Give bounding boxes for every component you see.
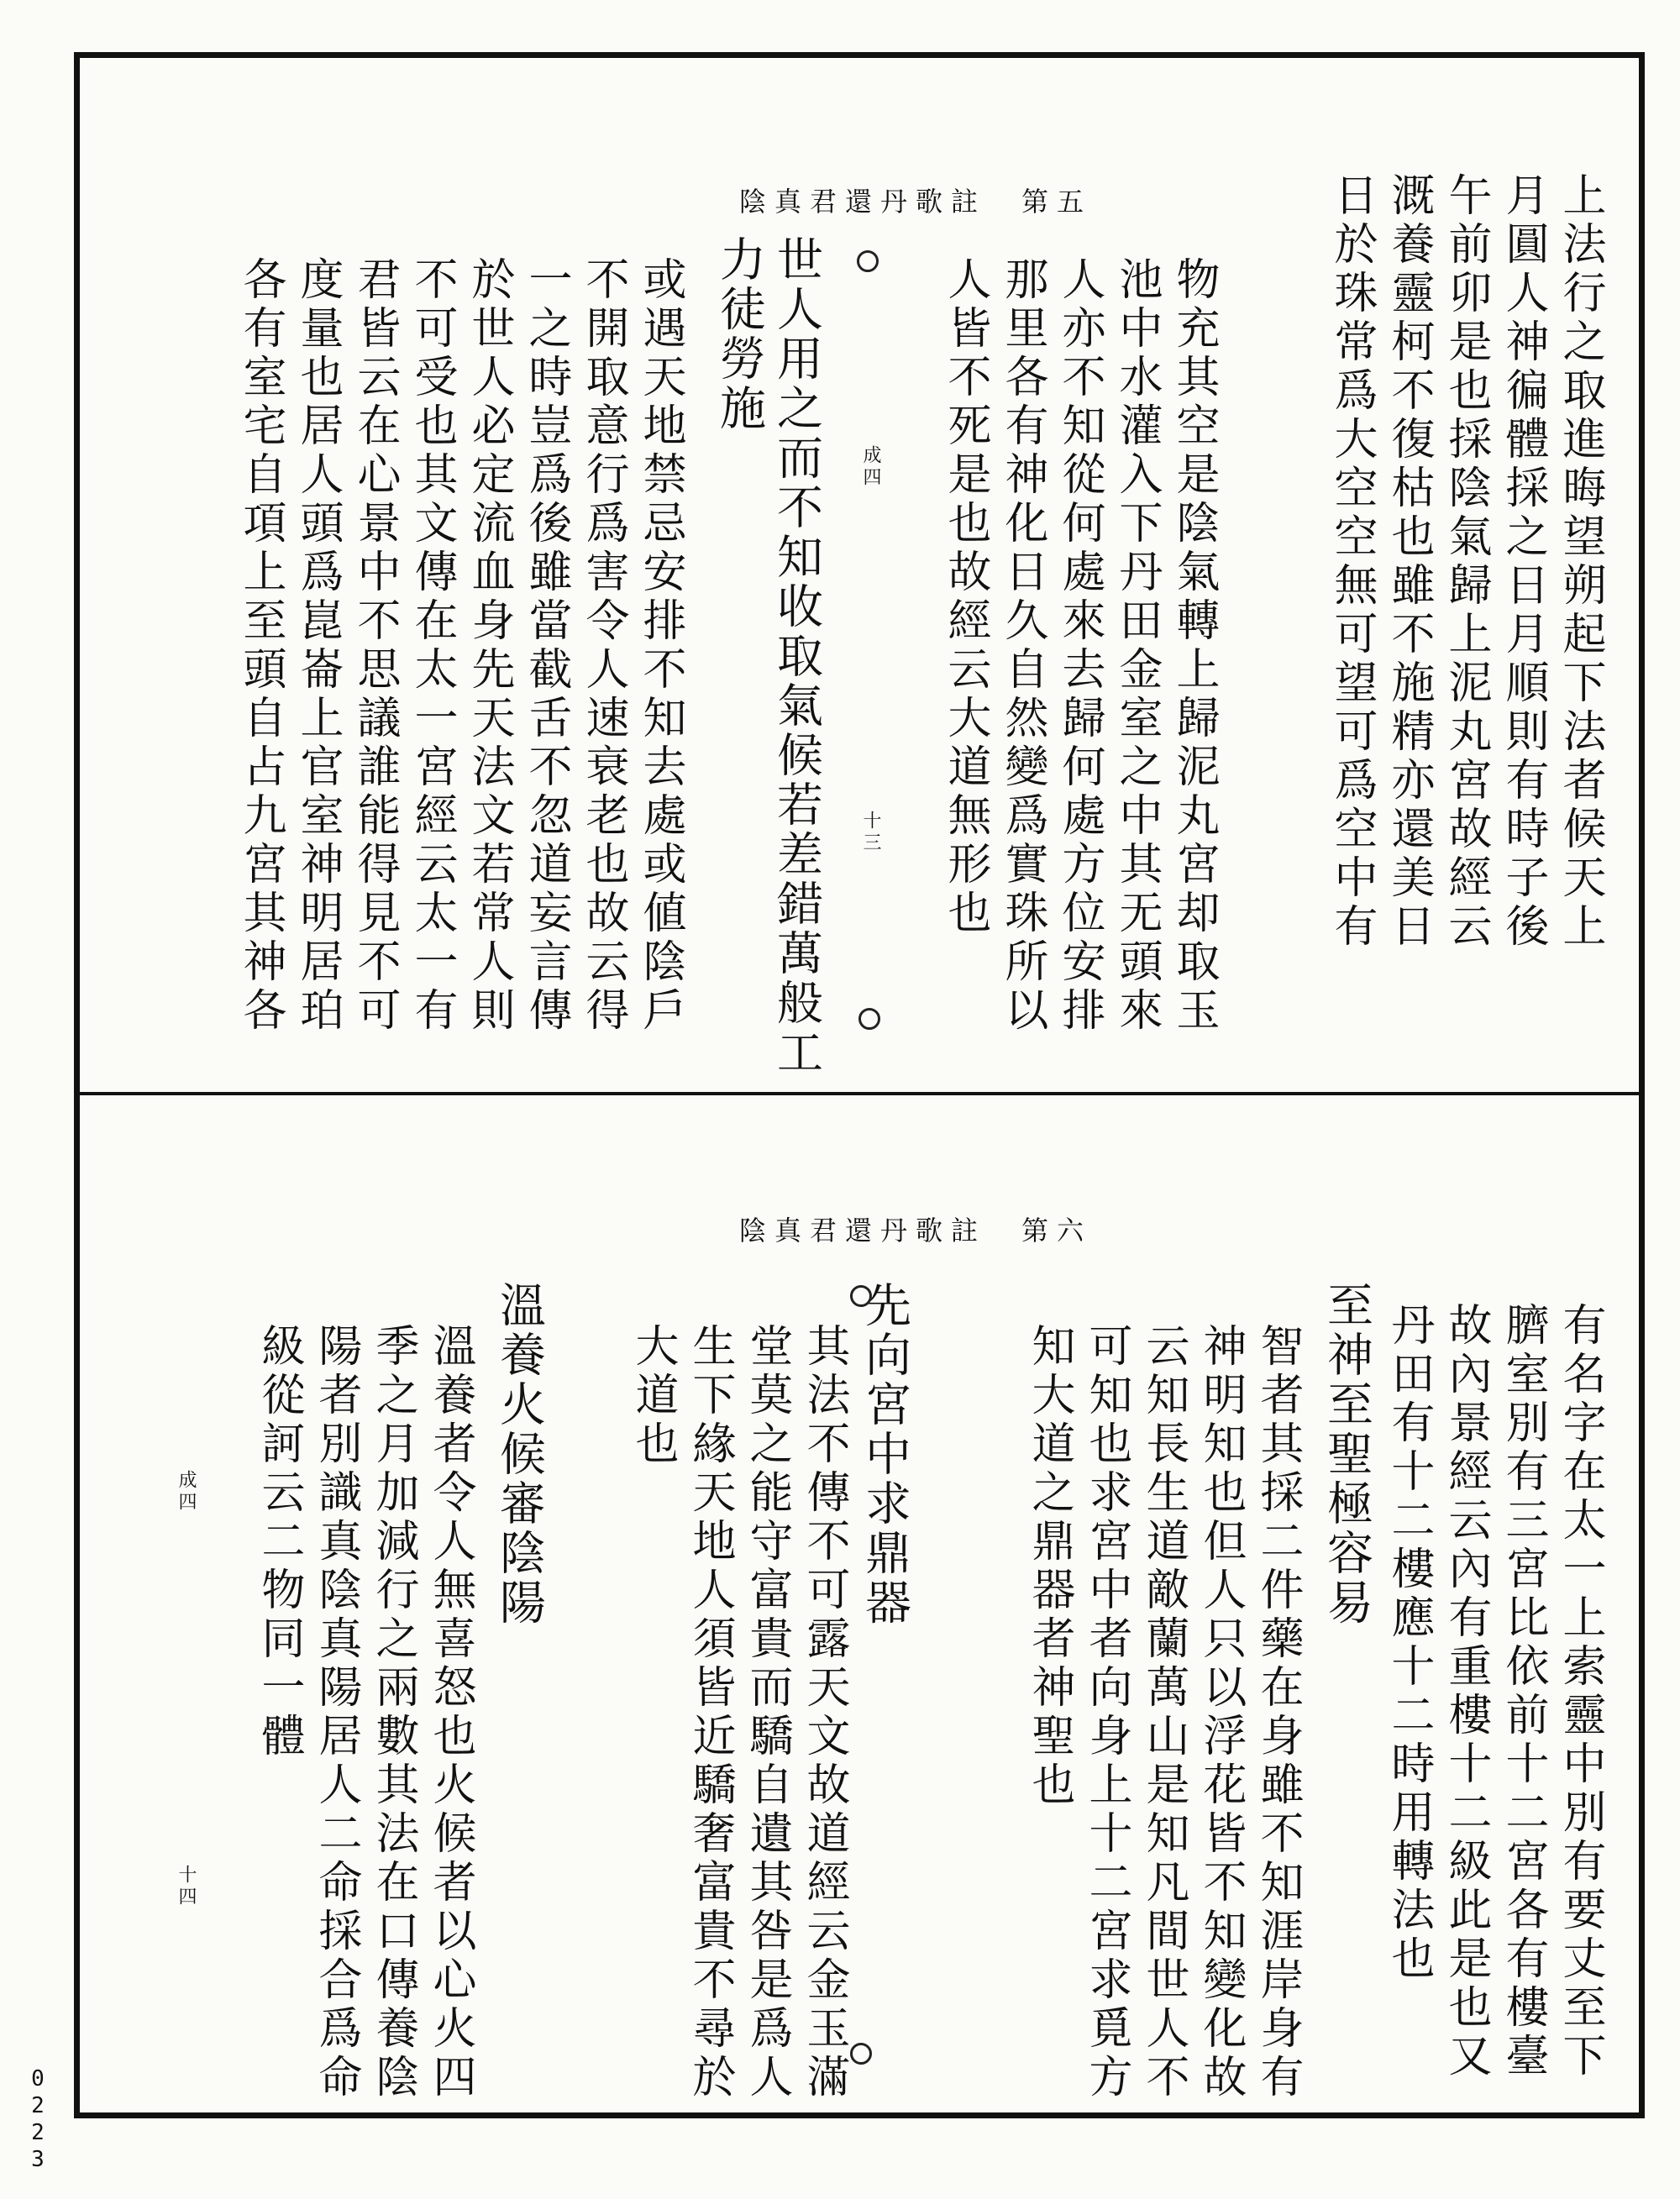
text-column: 君皆云在心景中不思議誰能得見不可 xyxy=(349,256,400,1036)
verse-heading: 至神至聖極容易 xyxy=(1320,1281,1373,1628)
top-panel xyxy=(101,172,1613,1078)
verse-heading: 力徒勞施 xyxy=(712,235,766,433)
text-column: 日於珠常爲大空空無可望可爲空中有 xyxy=(1326,172,1377,952)
text-column: 物充其空是陰氣轉上歸泥丸宮却取玉 xyxy=(1168,256,1219,1036)
verse-heading: 世人用之而不知收取氣候若差錯萬般工 xyxy=(769,235,823,1078)
text-column: 人皆不死是也故經云大道無形也 xyxy=(940,256,990,938)
text-column: 丹田有十二樓應十二時用轉法也 xyxy=(1383,1302,1434,1984)
bottom-panel xyxy=(101,1210,1613,2100)
text-column: 季之月加減行之兩數其法在口傳養陰 xyxy=(368,1323,418,2102)
text-column: 那里各有神化日久自然變爲實珠所以 xyxy=(997,256,1047,1036)
margin-note: 成四 xyxy=(860,445,881,489)
text-column: 其法不傳不可露天文故道經云金玉滿 xyxy=(799,1323,849,2102)
text-column: 大道也 xyxy=(627,1323,678,1469)
folio-number: 十四 xyxy=(176,1865,197,1908)
text-column: 生下緣天地人須皆近驕奢富貴不尋於 xyxy=(685,1323,735,2102)
half-page-divider xyxy=(74,1092,1645,1095)
text-column: 不可受也其文傳在太一宮經云太一有 xyxy=(407,256,457,1036)
folio-number: 十三 xyxy=(860,811,881,854)
text-column: 陽者別識真陰真陽居人二命採合爲命 xyxy=(311,1323,361,2102)
text-column: 智者其採二件藥在身雖不知涯岸身有 xyxy=(1252,1323,1303,2102)
text-column: 有名字在太一上索靈中別有要丈至下 xyxy=(1555,1302,1605,2081)
circle-mark xyxy=(858,1008,880,1030)
text-column: 或遇天地禁忌安排不知去處或値陰戶 xyxy=(635,256,685,1036)
text-column: 堂莫之能守富貴而驕自遺其咎是爲人 xyxy=(742,1323,792,2102)
bottom-header: 陰真君還丹歌註 第六 xyxy=(739,1215,1093,1246)
margin-note: 成四 xyxy=(176,1470,197,1514)
text-column: 云知長生道敵蘭萬山是知凡間世人不 xyxy=(1138,1323,1189,2102)
text-column: 溫養者令人無喜怒也火候者以心火四 xyxy=(425,1323,475,2102)
text-column: 可知也求宮中者向身上十二宮求覓方 xyxy=(1081,1323,1131,2102)
text-column: 一之時豈爲後雖當截舌不忽道妄言傳 xyxy=(521,256,571,1036)
text-column: 臍室別有三宮比依前十二宮各有樓臺 xyxy=(1498,1302,1548,2081)
text-column: 各有室宅自項上至頭自占九宮其神各 xyxy=(235,256,286,1036)
text-column: 池中水灌入下丹田金室之中其无頭來 xyxy=(1111,256,1162,1036)
text-column: 人亦不知從何處來去歸何處方位安排 xyxy=(1054,256,1105,1036)
page-number: 0223 xyxy=(25,2066,50,2174)
text-column: 於世人必定流血身先天法文若常人則 xyxy=(464,256,514,1036)
verse-heading: 先向宮中求鼎器 xyxy=(858,1281,911,1628)
text-column: 不開取意行爲害令人速衰老也故云得 xyxy=(578,256,628,1036)
verse-heading: 溫養火候審陰陽 xyxy=(492,1281,546,1628)
text-column: 上法行之取進晦望朔起下法者候天上 xyxy=(1555,172,1605,952)
text-column: 月圓人神徧體採之日月順則有時子後 xyxy=(1498,172,1548,952)
text-column: 神明知也但人只以浮花皆不知變化故 xyxy=(1195,1323,1246,2102)
text-column: 故內景經云內有重樓十二級此是也又 xyxy=(1441,1302,1491,2081)
circle-mark xyxy=(850,1285,872,1307)
text-column: 午前卯是也採陰氣歸上泥丸宮故經云 xyxy=(1441,172,1491,952)
top-header: 陰真君還丹歌註 第五 xyxy=(739,186,1093,218)
circle-mark xyxy=(857,250,879,272)
circle-mark xyxy=(850,2043,872,2065)
text-column: 知大道之鼎器者神聖也 xyxy=(1024,1323,1074,1810)
text-column: 溉養靈柯不復枯也雖不施精亦還美日 xyxy=(1383,172,1434,952)
text-column: 度量也居人頭爲崑崙上官室神明居珀 xyxy=(292,256,343,1036)
text-column: 級從訶云二物同一體 xyxy=(254,1323,304,1761)
